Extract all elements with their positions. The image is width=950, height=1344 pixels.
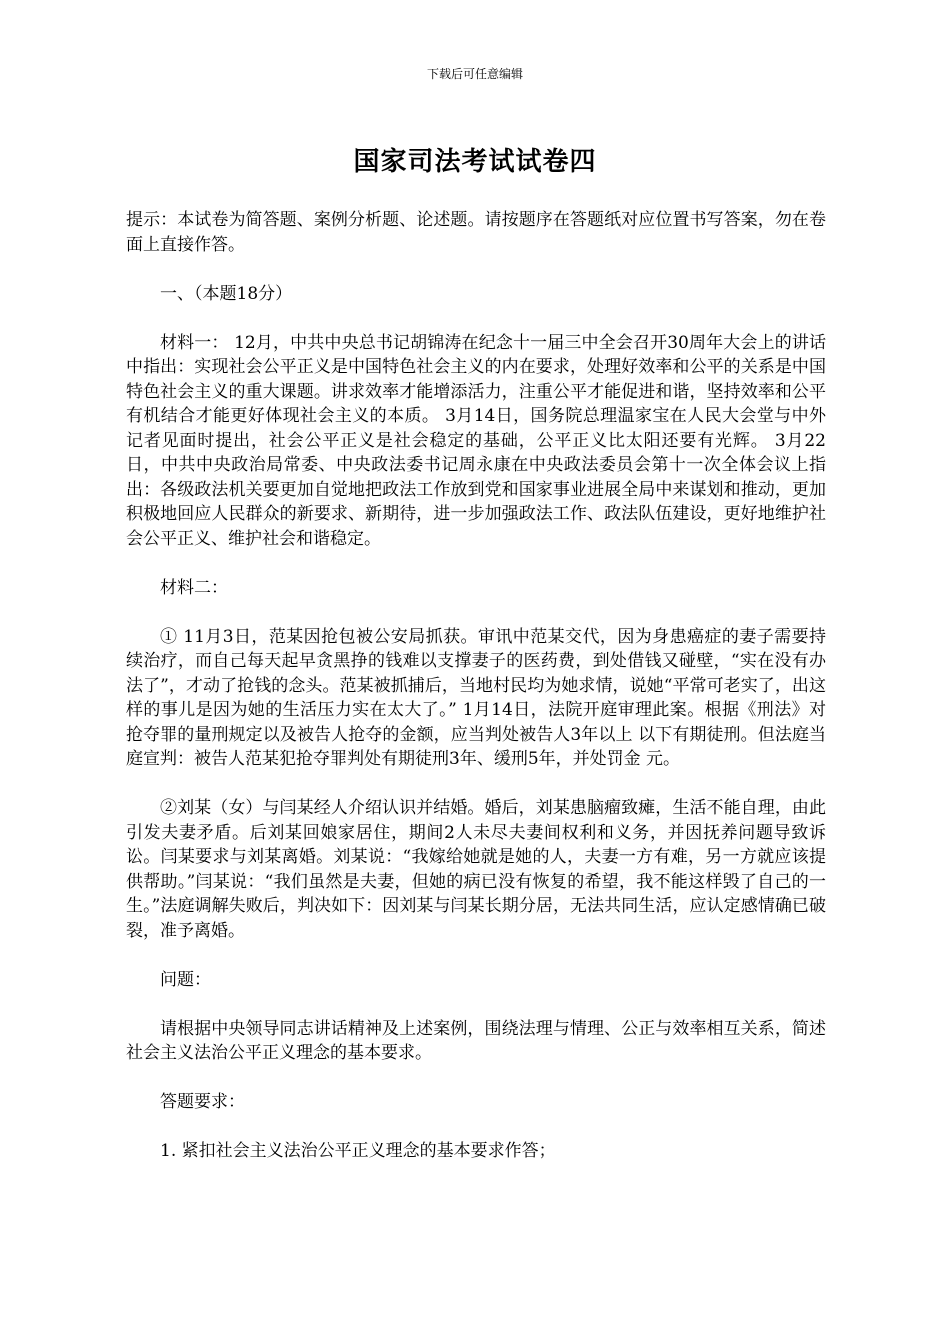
instruction-paragraph: 提示：本试卷为简答题、案例分析题、论述题。请按题序在答题纸对应位置书写答案，勿在卷面上直接作答。 bbox=[126, 210, 826, 255]
answer-requirements-label: 答题要求： bbox=[160, 1092, 245, 1112]
material-one-paragraph: 材料一： 12月，中共中央总书记胡锦涛在纪念十一届三中全会召开30周年大会上的讲话中指出：实现社会公平正义是中国特色社会主义的内在要求，处理好效率和公平的关系是中国特色社会主义的重大课题。讲求效率才能增添活力，注重公平才能促进和谐，坚持效率和公平有机结合才能更好体现社会主义的本质。 3月14日，国务院总理温家宝在人民大会堂与中外记者见面时提出，社会公平正义是社会稳定的基础，公平正义比太阳还要有光辉。 3月22日，中共中央政治局常委、中央政法委书记周永康在中央政法委员会第十一次全体会议上指出：各级政法机关要更加自觉地把政法工作放到党和国家事业进展全局中来谋划和推动，更加积极地回应人民群众的新要求、新期待，进一步加强政法工作、政法队伍建设，更好地维护社会公平正义、维护社会和谐稳定。 bbox=[126, 332, 826, 549]
exam-title: 国家司法考试试卷四 bbox=[353, 147, 597, 177]
question-paragraph: 请根据中央领导同志讲话精神及上述案例，围绕法理与情理、公正与效率相互关系，简述社会主义法治公平正义理念的基本要求。 bbox=[126, 1018, 826, 1063]
question-heading: 一、（本题18分） bbox=[160, 283, 293, 304]
material-two-heading: 材料二： bbox=[160, 577, 228, 598]
document-body bbox=[126, 208, 826, 1188]
requirement-item: 1. 紧扣社会主义法治公平正义理念的基本要求作答； bbox=[160, 1141, 556, 1161]
case-two-paragraph: ②刘某（女）与闫某经人介绍认识并结婚。婚后，刘某患脑瘤致瘫，生活不能自理，由此引发夫妻矛盾。后刘某回娘家居住，期间2人未尽夫妻间权利和义务，并因抚养问题导致诉讼。闫某要求与刘某离婚。刘某说：“我嫁给她就是她的人，夫妻一方有难，另一方就应该提供帮助。”闫某说：“我们虽然是夫妻，但她的病已没有恢复的希望，我不能这样毁了自己的一生。”法庭调解失败后，判决如下：因刘某与闫某长期分居，无法共同生活，应认定感情确已破裂，准予离婚。 bbox=[126, 798, 826, 941]
question-label: 问题： bbox=[160, 969, 211, 990]
header-note: 下载后可任意编辑 bbox=[426, 67, 523, 81]
case-one-paragraph: ① 11月3日，范某因抢包被公安局抓获。审讯中范某交代，因为身患癌症的妻子需要持续治疗，而自己每天起早贪黑挣的钱难以支撑妻子的医药费，到处借钱又碰壁，“实在没有办法了”，才动了抢钱的念头。范某被抓捕后，当地村民均为她求情，说她“平常可老实了，出这样的事儿是因为她的生活压力实在太大了。” 1月14日，法院开庭审理此案。根据《刑法》对抢夺罪的量刑规定以及被告人抢夺的金额，应当判处被告人3年以上 以下有期徒刑。但法庭当庭宣判：被告人范某犯抢夺罪判处有期徒刑3年、缓刑5年，并处罚金 元。 bbox=[126, 626, 826, 769]
